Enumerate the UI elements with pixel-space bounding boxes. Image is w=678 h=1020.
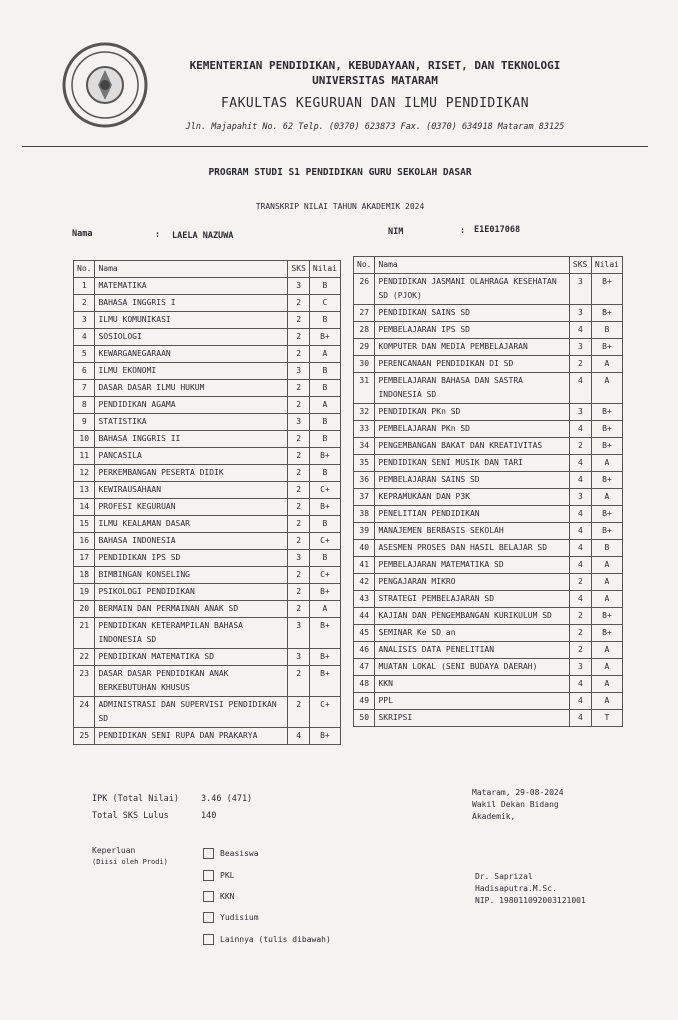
- course-name: KEWARGANEGARAAN: [95, 346, 288, 363]
- course-no: 8: [74, 397, 95, 414]
- table-row: [74, 584, 341, 601]
- checkbox-box[interactable]: [203, 848, 214, 859]
- course-sks: 3: [288, 550, 309, 567]
- table-row: [74, 666, 341, 697]
- course-name: PENDIDIKAN SAINS SD: [375, 305, 569, 322]
- course-no: 32: [354, 404, 375, 421]
- course-sks: 2: [288, 601, 309, 618]
- course-grade: B: [309, 312, 340, 329]
- course-sks: 3: [569, 305, 591, 322]
- course-sks: 3: [288, 363, 309, 380]
- course-name: PANCASILA: [95, 448, 288, 465]
- course-grade: B+: [591, 404, 622, 421]
- table-row: [354, 523, 623, 540]
- university-seal-icon: [60, 40, 150, 130]
- student-name: LAELA NAZUWA: [172, 231, 234, 241]
- course-grade: B+: [591, 305, 622, 322]
- course-sks: 2: [288, 697, 309, 728]
- course-no: 12: [74, 465, 95, 482]
- table-row: [354, 472, 623, 489]
- course-grade: A: [591, 356, 622, 373]
- table-row: [354, 557, 623, 574]
- course-no: 17: [74, 550, 95, 567]
- course-no: 45: [354, 625, 375, 642]
- course-sks: 2: [288, 380, 309, 397]
- table-row: [354, 373, 623, 404]
- purpose-sublabel: (Diisi oleh Prodi): [92, 858, 168, 866]
- course-sks: 3: [569, 339, 591, 356]
- course-no: 43: [354, 591, 375, 608]
- course-name: PENDIDIKAN JASMANI OLAHRAGA KESEHATAN SD (PJOK): [375, 274, 569, 305]
- header-divider: [22, 146, 648, 147]
- course-name: KOMPUTER DAN MEDIA PEMBELAJARAN: [375, 339, 569, 356]
- course-name: PEMBELAJARAN SAINS SD: [375, 472, 569, 489]
- course-no: 22: [74, 649, 95, 666]
- table-row: [74, 295, 341, 312]
- course-sks: 4: [569, 455, 591, 472]
- table-row: [354, 608, 623, 625]
- table-row: [74, 601, 341, 618]
- course-no: 36: [354, 472, 375, 489]
- faculty-address: Jln. Majapahit No. 62 Telp. (0370) 623873 Fax. (0370) 634918 Mataram 83125: [185, 122, 565, 132]
- ipk-value: 3.46 (471): [201, 794, 253, 804]
- course-sks: 2: [569, 356, 591, 373]
- course-grade: A: [309, 397, 340, 414]
- course-sks: 4: [569, 322, 591, 339]
- total-sks-label: Total SKS Lulus: [92, 811, 169, 821]
- course-name: MANAJEMEN BERBASIS SEKOLAH: [375, 523, 569, 540]
- course-name: PERENCANAAN PENDIDIKAN DI SD: [375, 356, 569, 373]
- col-header-sks: SKS: [288, 261, 309, 278]
- course-grade: B+: [309, 499, 340, 516]
- course-sks: 4: [569, 373, 591, 404]
- course-name: ILMU KEALAMAN DASAR: [95, 516, 288, 533]
- course-name: PSIKOLOGI PENDIDIKAN: [95, 584, 288, 601]
- table-row: [354, 274, 623, 305]
- course-grade: C+: [309, 482, 340, 499]
- signatory-name-line2: Hadisaputra.M.Sc.: [475, 884, 557, 893]
- course-name: MUATAN LOKAL (SENI BUDAYA DAERAH): [375, 659, 569, 676]
- course-name: PENDIDIKAN AGAMA: [95, 397, 288, 414]
- course-grade: C: [309, 295, 340, 312]
- student-nim-label: NIM: [388, 227, 404, 237]
- checkbox-box[interactable]: [203, 870, 214, 881]
- course-no: 49: [354, 693, 375, 710]
- table-row: [354, 506, 623, 523]
- course-sks: 4: [569, 710, 591, 727]
- course-grade: A: [591, 489, 622, 506]
- course-no: 6: [74, 363, 95, 380]
- table-row: [74, 728, 341, 745]
- course-name: ADMINISTRASI DAN SUPERVISI PENDIDIKAN SD: [95, 697, 288, 728]
- course-sks: 2: [288, 533, 309, 550]
- course-sks: 2: [569, 642, 591, 659]
- course-sks: 3: [288, 414, 309, 431]
- course-no: 31: [354, 373, 375, 404]
- course-name: BAHASA INDONESIA: [95, 533, 288, 550]
- course-sks: 2: [288, 312, 309, 329]
- table-row: [74, 414, 341, 431]
- course-grade: B+: [309, 649, 340, 666]
- course-no: 37: [354, 489, 375, 506]
- course-grade: B+: [591, 608, 622, 625]
- checkbox-yudisium[interactable]: Yudisium: [203, 912, 259, 923]
- col-header-nama: Nama: [95, 261, 288, 278]
- course-sks: 3: [288, 649, 309, 666]
- course-no: 24: [74, 697, 95, 728]
- course-no: 13: [74, 482, 95, 499]
- table-row: [354, 421, 623, 438]
- course-grade: T: [591, 710, 622, 727]
- course-no: 25: [74, 728, 95, 745]
- course-grade: C+: [309, 697, 340, 728]
- table-row: [74, 499, 341, 516]
- course-grade: B: [591, 540, 622, 557]
- course-no: 28: [354, 322, 375, 339]
- course-sks: 4: [288, 728, 309, 745]
- course-no: 18: [74, 567, 95, 584]
- signatory-name-line1: Dr. Saprizal: [475, 872, 533, 881]
- course-sks: 3: [569, 659, 591, 676]
- course-no: 10: [74, 431, 95, 448]
- course-no: 48: [354, 676, 375, 693]
- table-row: [74, 397, 341, 414]
- course-sks: 4: [569, 557, 591, 574]
- course-name: PENELITIAN PENDIDIKAN: [375, 506, 569, 523]
- course-grade: B+: [309, 666, 340, 697]
- course-grade: B: [309, 278, 340, 295]
- course-grade: A: [309, 346, 340, 363]
- course-grade: B+: [591, 472, 622, 489]
- course-name: KEWIRAUSAHAAN: [95, 482, 288, 499]
- table-row: [354, 339, 623, 356]
- course-grade: B+: [309, 728, 340, 745]
- table-row: [74, 278, 341, 295]
- col-header-sks: SKS: [569, 257, 591, 274]
- course-sks: 2: [288, 482, 309, 499]
- course-grade: B+: [309, 448, 340, 465]
- col-header-nama: Nama: [375, 257, 569, 274]
- course-no: 50: [354, 710, 375, 727]
- table-row: [354, 574, 623, 591]
- course-sks: 2: [569, 438, 591, 455]
- course-grade: B+: [591, 506, 622, 523]
- course-grade: B: [309, 431, 340, 448]
- table-row: [74, 516, 341, 533]
- course-no: 42: [354, 574, 375, 591]
- course-name: PENDIDIKAN SENI MUSIK DAN TARI: [375, 455, 569, 472]
- course-grade: B: [309, 380, 340, 397]
- course-name: PERKEMBANGAN PESERTA DIDIK: [95, 465, 288, 482]
- course-sks: 4: [569, 472, 591, 489]
- table-row: [74, 649, 341, 666]
- course-grade: A: [591, 557, 622, 574]
- course-no: 2: [74, 295, 95, 312]
- course-sks: 4: [569, 506, 591, 523]
- signature-role-line1: Wakil Dekan Bidang: [472, 800, 559, 809]
- checkbox-box[interactable]: [203, 934, 214, 945]
- faculty-name: FAKULTAS KEGURUAN DAN ILMU PENDIDIKAN: [220, 96, 530, 111]
- course-no: 15: [74, 516, 95, 533]
- course-no: 3: [74, 312, 95, 329]
- table-header-row: [354, 257, 623, 274]
- table-row: [74, 533, 341, 550]
- course-grade: B+: [309, 618, 340, 649]
- course-name: SOSIOLOGI: [95, 329, 288, 346]
- course-no: 27: [354, 305, 375, 322]
- signatory-nip: NIP. 198011092003121001: [475, 896, 586, 905]
- course-no: 20: [74, 601, 95, 618]
- course-no: 33: [354, 421, 375, 438]
- table-row: [354, 591, 623, 608]
- course-no: 11: [74, 448, 95, 465]
- table-row: [354, 404, 623, 421]
- course-sks: 2: [288, 329, 309, 346]
- course-sks: 2: [569, 625, 591, 642]
- course-no: 1: [74, 278, 95, 295]
- course-name: PENDIDIKAN IPS SD: [95, 550, 288, 567]
- course-sks: 4: [569, 693, 591, 710]
- signature-place-date: Mataram, 29-08-2024: [472, 788, 564, 797]
- course-no: 29: [354, 339, 375, 356]
- course-grade: B+: [309, 584, 340, 601]
- table-row: [354, 710, 623, 727]
- course-name: ANALISIS DATA PENELITIAN: [375, 642, 569, 659]
- course-grade: B+: [591, 523, 622, 540]
- course-sks: 2: [569, 608, 591, 625]
- course-sks: 2: [288, 465, 309, 482]
- course-no: 34: [354, 438, 375, 455]
- checkbox-lainnya[interactable]: Lainnya (tulis dibawah): [203, 934, 331, 945]
- course-sks: 2: [288, 666, 309, 697]
- course-name: DASAR DASAR PENDIDIKAN ANAK BERKEBUTUHAN KHUSUS: [95, 666, 288, 697]
- course-sks: 2: [569, 574, 591, 591]
- course-no: 16: [74, 533, 95, 550]
- ministry-title: [170, 58, 580, 88]
- course-grade: A: [591, 693, 622, 710]
- table-row: [354, 305, 623, 322]
- course-name: STRATEGI PEMBELAJARAN SD: [375, 591, 569, 608]
- course-sks: 3: [569, 404, 591, 421]
- course-name: PENGAJARAN MIKRO: [375, 574, 569, 591]
- course-no: 41: [354, 557, 375, 574]
- course-sks: 4: [569, 591, 591, 608]
- checkbox-box[interactable]: [203, 912, 214, 923]
- course-sks: 2: [288, 567, 309, 584]
- course-name: PPL: [375, 693, 569, 710]
- course-no: 4: [74, 329, 95, 346]
- course-grade: A: [591, 591, 622, 608]
- course-sks: 3: [569, 274, 591, 305]
- student-nim-separator: :: [460, 226, 466, 236]
- course-no: 23: [74, 666, 95, 697]
- col-header-no: No.: [74, 261, 95, 278]
- course-name: BAHASA INGGRIS I: [95, 295, 288, 312]
- table-row: [354, 438, 623, 455]
- course-no: 44: [354, 608, 375, 625]
- table-row: [354, 489, 623, 506]
- course-no: 46: [354, 642, 375, 659]
- course-name: KKN: [375, 676, 569, 693]
- course-grade: A: [591, 659, 622, 676]
- university-name: UNIVERSITAS MATARAM: [312, 74, 438, 87]
- course-name: BIMBINGAN KONSELING: [95, 567, 288, 584]
- course-no: 14: [74, 499, 95, 516]
- course-name: BAHASA INGGRIS II: [95, 431, 288, 448]
- course-name: PEMBELAJARAN BAHASA DAN SASTRA INDONESIA SD: [375, 373, 569, 404]
- table-row: [354, 356, 623, 373]
- course-grade: B: [309, 363, 340, 380]
- table-row: [354, 625, 623, 642]
- course-grade: B+: [309, 329, 340, 346]
- course-name: ILMU EKONOMI: [95, 363, 288, 380]
- course-name: PEMBELAJARAN MATEMATIKA SD: [375, 557, 569, 574]
- course-grade: A: [591, 642, 622, 659]
- course-grade: A: [309, 601, 340, 618]
- table-row: [74, 448, 341, 465]
- course-no: 21: [74, 618, 95, 649]
- course-name: DASAR DASAR ILMU HUKUM: [95, 380, 288, 397]
- signature-role-line2: Akademik,: [472, 812, 516, 821]
- course-name: PROFESI KEGURUAN: [95, 499, 288, 516]
- course-name: SEMINAR Ke SD an: [375, 625, 569, 642]
- course-name: KAJIAN DAN PENGEMBANGAN KURIKULUM SD: [375, 608, 569, 625]
- table-row: [74, 550, 341, 567]
- course-grade: B: [309, 550, 340, 567]
- course-name: ILMU KOMUNIKASI: [95, 312, 288, 329]
- table-row: [74, 312, 341, 329]
- course-sks: 4: [569, 421, 591, 438]
- student-name-label: Nama: [72, 229, 93, 239]
- course-sks: 2: [288, 346, 309, 363]
- course-name: STATISTIKA: [95, 414, 288, 431]
- table-row: [74, 380, 341, 397]
- table-row: [74, 431, 341, 448]
- col-header-nilai: Nilai: [309, 261, 340, 278]
- course-name: MATEMATIKA: [95, 278, 288, 295]
- course-sks: 2: [288, 448, 309, 465]
- course-no: 19: [74, 584, 95, 601]
- checkbox-box[interactable]: [203, 891, 214, 902]
- course-sks: 3: [288, 618, 309, 649]
- course-grade: A: [591, 676, 622, 693]
- course-no: 5: [74, 346, 95, 363]
- course-sks: 4: [569, 676, 591, 693]
- course-no: 40: [354, 540, 375, 557]
- course-sks: 2: [288, 431, 309, 448]
- course-grade: A: [591, 455, 622, 472]
- course-sks: 4: [569, 523, 591, 540]
- course-name: PENDIDIKAN PKn SD: [375, 404, 569, 421]
- table-row: [74, 363, 341, 380]
- course-sks: 3: [288, 278, 309, 295]
- course-sks: 2: [288, 295, 309, 312]
- course-no: 39: [354, 523, 375, 540]
- col-header-nilai: Nilai: [591, 257, 622, 274]
- course-grade: B+: [591, 421, 622, 438]
- purpose-label: Keperluan: [92, 846, 136, 855]
- course-grade: B+: [591, 274, 622, 305]
- course-name: SKRIPSI: [375, 710, 569, 727]
- course-name: PEMBELAJARAN IPS SD: [375, 322, 569, 339]
- course-no: 47: [354, 659, 375, 676]
- checkbox-beasiswa[interactable]: Beasiswa: [203, 848, 259, 859]
- transcript-title: TRANSKRIP NILAI TAHUN AKADEMIK 2024: [255, 202, 425, 211]
- course-sks: 2: [288, 397, 309, 414]
- course-grade: C+: [309, 567, 340, 584]
- table-row: [74, 346, 341, 363]
- course-sks: 2: [288, 584, 309, 601]
- total-sks-value: 140: [201, 811, 217, 821]
- study-program: PROGRAM STUDI S1 PENDIDIKAN GURU SEKOLAH DASAR: [208, 167, 472, 178]
- course-sks: 3: [569, 489, 591, 506]
- course-name: ASESMEN PROSES DAN HASIL BELAJAR SD: [375, 540, 569, 557]
- course-grade: B: [309, 516, 340, 533]
- table-row: [354, 659, 623, 676]
- course-name: BERMAIN DAN PERMAINAN ANAK SD: [95, 601, 288, 618]
- table-row: [74, 697, 341, 728]
- course-sks: 2: [288, 516, 309, 533]
- course-no: 7: [74, 380, 95, 397]
- course-name: PENDIDIKAN MATEMATIKA SD: [95, 649, 288, 666]
- student-name-separator: :: [155, 230, 161, 240]
- course-no: 9: [74, 414, 95, 431]
- course-grade: A: [591, 373, 622, 404]
- checkbox-kkn[interactable]: KKN: [203, 891, 234, 902]
- ipk-label: IPK (Total Nilai): [92, 794, 179, 804]
- course-no: 26: [354, 274, 375, 305]
- course-grade: A: [591, 574, 622, 591]
- table-row: [354, 693, 623, 710]
- course-name: PEMBELAJARAN PKn SD: [375, 421, 569, 438]
- course-grade: B: [309, 465, 340, 482]
- table-row: [74, 567, 341, 584]
- course-sks: 4: [569, 540, 591, 557]
- student-nim: E1E017068: [474, 225, 521, 235]
- table-row: [354, 455, 623, 472]
- grades-table-left: [73, 260, 341, 745]
- course-no: 30: [354, 356, 375, 373]
- course-name: PENDIDIKAN KETERAMPILAN BAHASA INDONESIA SD: [95, 618, 288, 649]
- table-header-row: [74, 261, 341, 278]
- course-grade: C+: [309, 533, 340, 550]
- table-row: [74, 482, 341, 499]
- course-grade: B+: [591, 625, 622, 642]
- table-row: [354, 322, 623, 339]
- course-grade: B: [309, 414, 340, 431]
- table-row: [354, 676, 623, 693]
- table-row: [74, 465, 341, 482]
- ministry-name: KEMENTERIAN PENDIDIKAN, KEBUDAYAAN, RISET, DAN TEKNOLOGI: [189, 59, 561, 72]
- course-grade: B: [591, 322, 622, 339]
- table-row: [74, 329, 341, 346]
- course-name: KEPRAMUKAAN DAN P3K: [375, 489, 569, 506]
- table-row: [354, 642, 623, 659]
- grades-table-right: [353, 256, 623, 727]
- course-grade: B+: [591, 438, 622, 455]
- course-no: 38: [354, 506, 375, 523]
- course-grade: B+: [591, 339, 622, 356]
- course-no: 35: [354, 455, 375, 472]
- course-name: PENDIDIKAN SENI RUPA DAN PRAKARYA: [95, 728, 288, 745]
- course-name: PENGEMBANGAN BAKAT DAN KREATIVITAS: [375, 438, 569, 455]
- table-row: [354, 540, 623, 557]
- course-sks: 2: [288, 499, 309, 516]
- table-row: [74, 618, 341, 649]
- checkbox-pkl[interactable]: PKL: [203, 870, 234, 881]
- col-header-no: No.: [354, 257, 375, 274]
